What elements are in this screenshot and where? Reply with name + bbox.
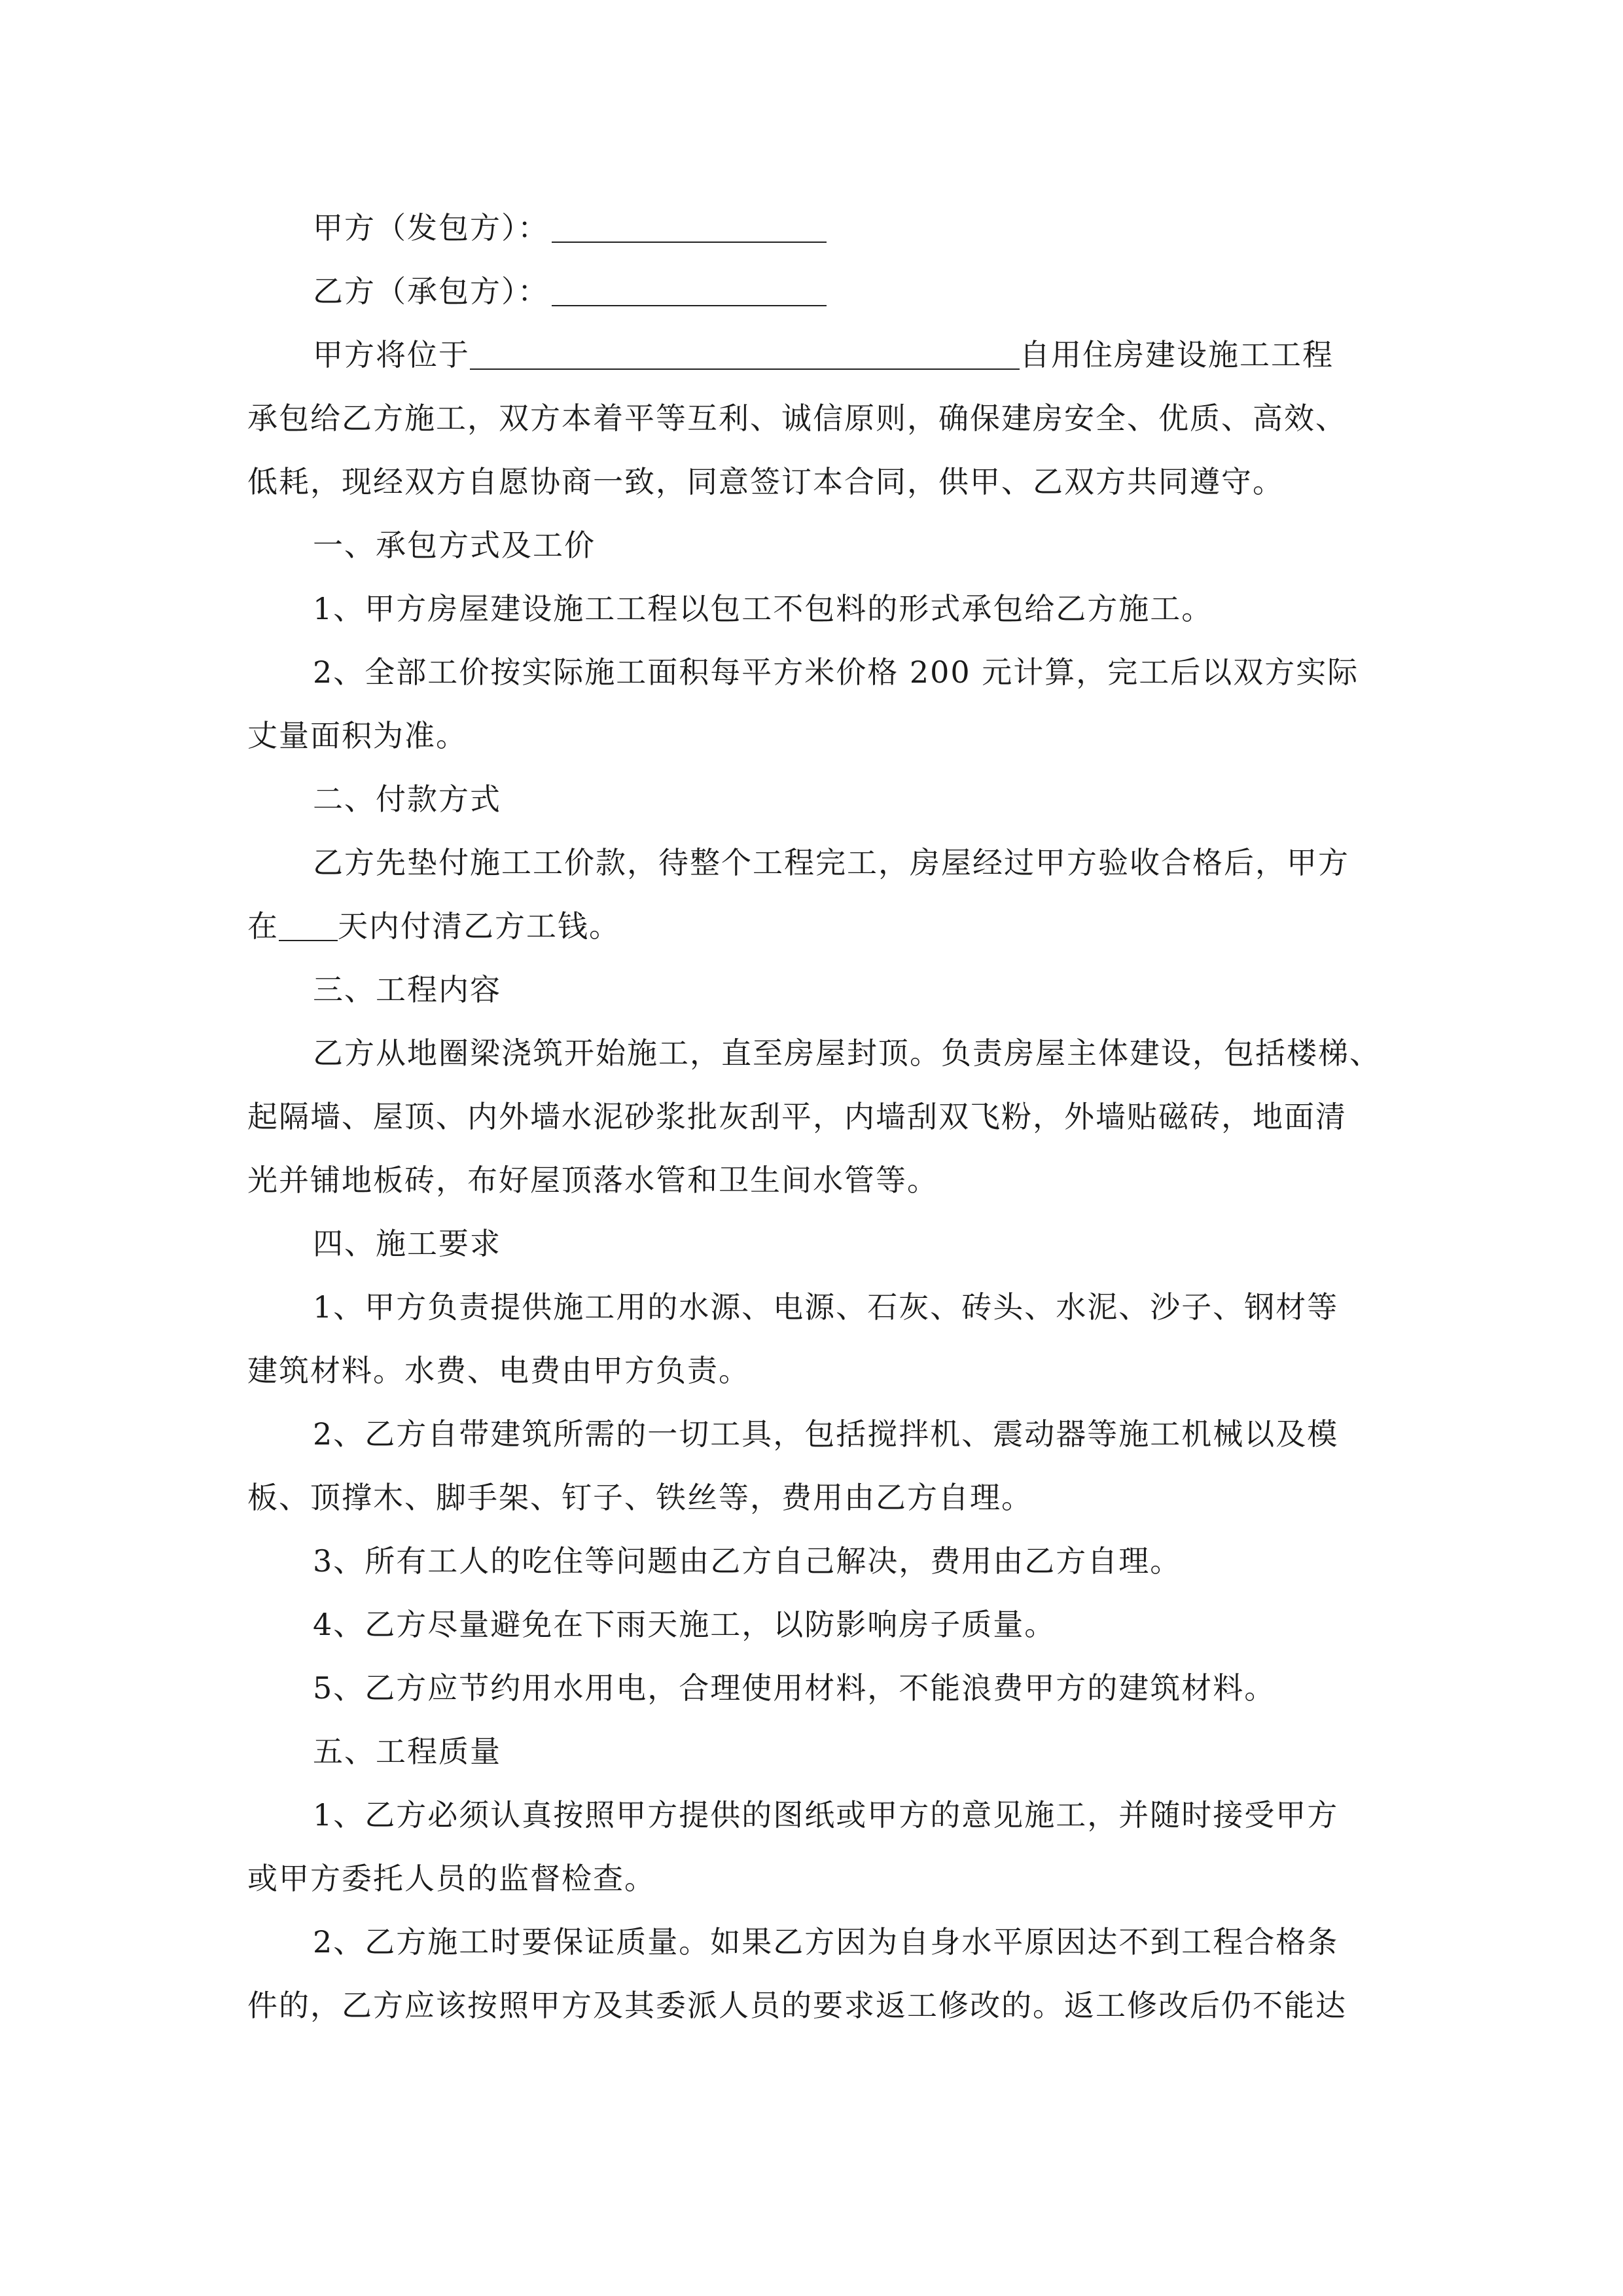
days-blank bbox=[279, 903, 338, 941]
section-5-item-2-line-1: 2、乙方施工时要保证质量。如果乙方因为自身水平原因达不到工程合格条 bbox=[313, 1924, 1339, 1960]
section-1-item-2-line-1: 2、全部工价按实际施工面积每平方米价格 200 元计算，完工后以双方实际 bbox=[313, 655, 1359, 690]
section-2-para-line-2 bbox=[247, 895, 1386, 958]
section-2-para-line-1: 乙方先垫付施工工价款，待整个工程完工，房屋经过甲方验收合格后，甲方 bbox=[313, 845, 1349, 880]
section-5-item-1-line-1: 1、乙方必须认真按照甲方提供的图纸或甲方的意见施工，并随时接受甲方 bbox=[313, 1797, 1339, 1833]
intro-line-1 bbox=[247, 323, 1386, 387]
party-a-blank bbox=[552, 205, 827, 243]
section-3-para-line-2: 起隔墙、屋顶、内外墙水泥砂浆批灰刮平，内墙刮双飞粉，外墙贴磁砖，地面清 bbox=[247, 1099, 1347, 1134]
payment-suffix: 天内付清乙方工钱。 bbox=[338, 908, 620, 944]
section-5-item-2-line-2: 件的，乙方应该按照甲方及其委派人员的要求返工修改的。返工修改后仍不能达 bbox=[247, 1988, 1347, 2023]
section-4-item-5: 5、乙方应节约用水用电，合理使用材料，不能浪费甲方的建筑材料。 bbox=[313, 1670, 1276, 1706]
intro-line-2: 承包给乙方施工，双方本着平等互利、诚信原则，确保建房安全、优质、高效、 bbox=[247, 401, 1347, 436]
section-4-item-1-line-1: 1、甲方负责提供施工用的水源、电源、石灰、砖头、水泥、沙子、钢材等 bbox=[313, 1289, 1339, 1325]
section-1-item-1: 1、甲方房屋建设施工工程以包工不包料的形式承包给乙方施工。 bbox=[313, 591, 1213, 626]
party-a-line bbox=[247, 196, 1386, 260]
section-4-item-3: 3、所有工人的吃住等问题由乙方自己解决，费用由乙方自理。 bbox=[313, 1543, 1182, 1579]
contract-body bbox=[247, 196, 1386, 2037]
section-1-heading: 一、承包方式及工价 bbox=[313, 528, 596, 563]
section-3-heading: 三、工程内容 bbox=[313, 972, 501, 1007]
intro-suffix: 自用住房建设施工工程 bbox=[1020, 337, 1334, 372]
section-4-item-2-line-2: 板、顶撑木、脚手架、钉子、铁丝等，费用由乙方自理。 bbox=[247, 1480, 1033, 1515]
intro-prefix: 甲方将位于 bbox=[313, 337, 470, 372]
section-3-para-line-1: 乙方从地圈梁浇筑开始施工，直至房屋封顶。负责房屋主体建设，包括楼梯、 bbox=[313, 1035, 1381, 1071]
section-4-item-4: 4、乙方尽量避免在下雨天施工，以防影响房子质量。 bbox=[313, 1607, 1056, 1642]
payment-prefix: 在 bbox=[247, 908, 279, 944]
party-b-blank bbox=[552, 268, 827, 306]
section-4-heading: 四、施工要求 bbox=[313, 1226, 501, 1261]
intro-line-3: 低耗，现经双方自愿协商一致，同意签订本合同，供甲、乙双方共同遵守。 bbox=[247, 464, 1284, 499]
section-2-heading: 二、付款方式 bbox=[313, 781, 501, 817]
party-b-label: 乙方（承包方）： bbox=[313, 274, 549, 309]
location-blank bbox=[470, 332, 1020, 370]
section-3-para-line-3: 光并铺地板砖，布好屋顶落水管和卫生间水管等。 bbox=[247, 1162, 938, 1198]
section-1-item-2-line-2: 丈量面积为准。 bbox=[247, 718, 467, 753]
section-4-item-2-line-1: 2、乙方自带建筑所需的一切工具，包括搅拌机、震动器等施工机械以及模 bbox=[313, 1416, 1339, 1452]
party-a-label: 甲方（发包方）： bbox=[313, 210, 549, 245]
section-4-item-1-line-2: 建筑材料。水费、电费由甲方负责。 bbox=[247, 1353, 750, 1388]
section-5-item-1-line-2: 或甲方委托人员的监督检查。 bbox=[247, 1861, 656, 1896]
section-5-heading: 五、工程质量 bbox=[313, 1734, 501, 1769]
party-b-line bbox=[247, 260, 1386, 323]
